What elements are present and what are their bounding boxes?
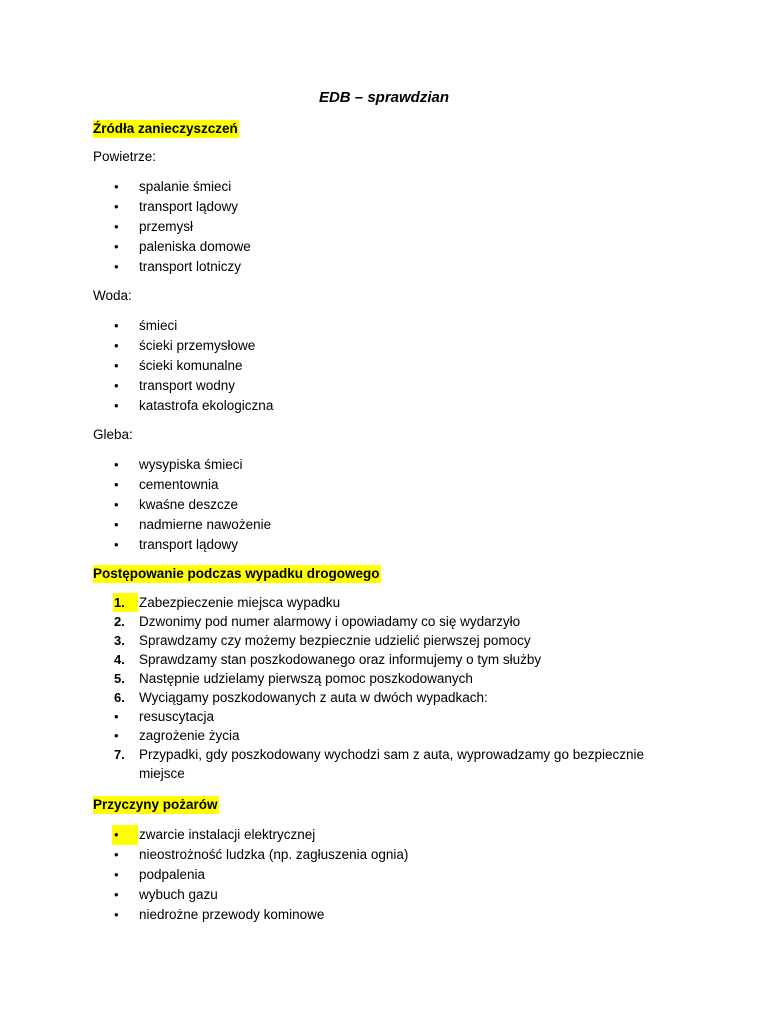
list-item: • katastrofa ekologiczna xyxy=(0,396,700,416)
bullet-icon: • xyxy=(114,847,119,862)
list-item: • wybuch gazu xyxy=(0,885,700,905)
bullet-icon: • xyxy=(114,497,119,512)
list-item: • kwaśne deszcze xyxy=(0,495,700,515)
list-item: 4. Sprawdzamy stan poszkodowanego oraz informujemy o tym służby xyxy=(114,652,542,667)
list-item: • cementownia xyxy=(0,475,700,495)
list-air xyxy=(0,177,700,277)
bullet-icon: • xyxy=(114,477,119,492)
bullet-icon: • xyxy=(114,887,119,902)
list-number: 6. xyxy=(114,690,125,705)
list-item: • transport wodny xyxy=(0,376,700,396)
list-item: • przemysł xyxy=(0,217,700,237)
list-item: • nadmierne nawożenie xyxy=(0,515,700,535)
list-item: • spalanie śmieci xyxy=(0,177,700,197)
bullet-icon: • xyxy=(114,179,119,194)
list-item: 6. Wyciągamy poszkodowanych z auta w dwóch wypadkach: xyxy=(114,690,488,705)
bullet-icon: • xyxy=(114,537,119,552)
bullet-icon: • xyxy=(114,709,119,724)
list-number: 1. xyxy=(113,593,138,612)
list-item: 5. Następnie udzielamy pierwszą pomoc poszkodowanych xyxy=(114,671,473,686)
section-heading-sources xyxy=(93,121,239,136)
bullet-icon: • xyxy=(112,825,138,845)
list-number: 3. xyxy=(114,633,125,648)
bullet-icon: • xyxy=(114,338,119,353)
list-item: 2. Dzwonimy pod numer alarmowy i opowiadamy co się wydarzyło xyxy=(114,614,521,629)
list-item: • podpalenia xyxy=(0,865,700,885)
list-item: 3. Sprawdzamy czy możemy bezpiecznie udzielić pierwszej pomocy xyxy=(114,633,531,648)
list-item: • transport lądowy xyxy=(0,197,700,217)
bullet-icon: • xyxy=(114,259,119,274)
bullet-icon: • xyxy=(114,219,119,234)
list-item: 1. Zabezpieczenie miejsca wypadku xyxy=(114,595,341,610)
list-accident-steps xyxy=(0,593,700,783)
section-heading-accident xyxy=(93,566,381,581)
bullet-icon: • xyxy=(114,398,119,413)
bullet-icon: • xyxy=(114,239,119,254)
bullet-icon: • xyxy=(114,867,119,882)
list-fire-causes xyxy=(0,825,700,925)
list-soil xyxy=(0,455,700,555)
label-soil: Gleba: xyxy=(93,427,133,442)
list-item: • nieostrożność ludzka (np. zagłuszenia ognia) xyxy=(0,845,700,865)
list-item: • resuscytacja xyxy=(114,709,215,724)
list-item: • śmieci xyxy=(0,316,700,336)
list-item: • paleniska domowe xyxy=(0,237,700,257)
bullet-icon: • xyxy=(114,358,119,373)
heading-highlight: Przyczyny pożarów xyxy=(93,797,218,812)
list-number: 4. xyxy=(114,652,125,667)
page-title: EDB – sprawdzian xyxy=(318,89,450,106)
bullet-icon: • xyxy=(114,318,119,333)
list-item: • transport lądowy xyxy=(0,535,700,555)
section-heading-fires xyxy=(93,797,219,812)
bullet-icon: • xyxy=(114,199,119,214)
heading-highlight: Źródła zanieczyszczeń xyxy=(93,121,238,136)
list-item: • zagrożenie życia xyxy=(114,728,240,743)
bullet-icon: • xyxy=(114,907,119,922)
list-number: 2. xyxy=(114,614,125,629)
list-item: • niedrożne przewody kominowe xyxy=(0,905,700,925)
label-air: Powietrze: xyxy=(93,149,157,164)
label-water: Woda: xyxy=(93,288,132,303)
list-item: 7. Przypadki, gdy poszkodowany wychodzi sam z auta, wyprowadzamy go bezpiecznie miejsce xyxy=(114,747,644,781)
bullet-icon: • xyxy=(114,728,119,743)
list-number: 7. xyxy=(114,747,125,762)
bullet-icon: • xyxy=(114,457,119,472)
list-item: • zwarcie instalacji elektrycznej xyxy=(0,825,700,845)
list-item: • ścieki komunalne xyxy=(0,356,700,376)
bullet-icon: • xyxy=(114,378,119,393)
list-water xyxy=(0,316,700,416)
list-item: • transport lotniczy xyxy=(0,257,700,277)
list-item: • ścieki przemysłowe xyxy=(0,336,700,356)
list-number: 5. xyxy=(114,671,125,686)
list-item: • wysypiska śmieci xyxy=(0,455,700,475)
heading-highlight: Postępowanie podczas wypadku drogowego xyxy=(93,566,380,581)
bullet-icon: • xyxy=(114,517,119,532)
